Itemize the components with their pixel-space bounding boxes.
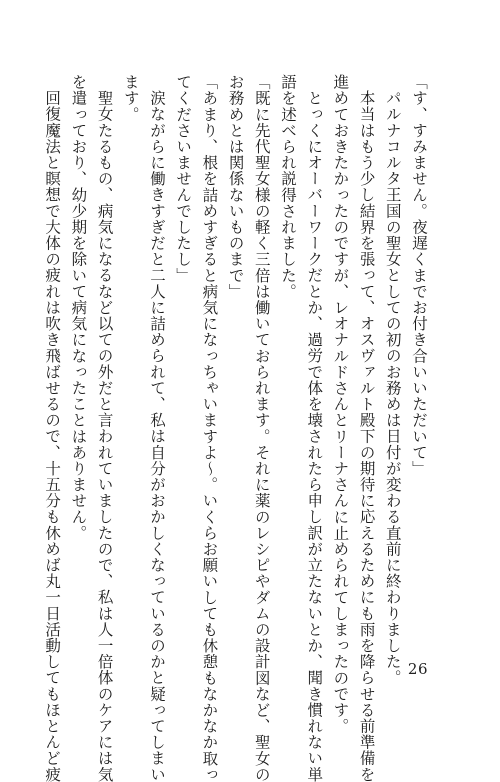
text-line: を遣っており、幼少期を除いて病気になったことはありません。: [69, 74, 88, 541]
text-line: 語を述べられ説得されました。: [278, 74, 297, 300]
text-line: 回復魔法と瞑想で大体の疲れは吹き飛ばせるので、十五分も休めば丸一日活動してもほとんど疲: [43, 89, 62, 782]
text-line: 聖女たるもの、病気になるなど以ての外だと言われていましたので、私は人一倍体のケアには気: [95, 89, 114, 782]
text-line: パルナコルタ王国の聖女としての初のお務めは日付が変わる直前に終わりました。: [383, 89, 402, 686]
text-line: 本当はもう少し結界を張って、オスヴァルト殿下の期待に応えるためにも雨を降らせる前準備を: [357, 89, 376, 782]
page-number: 26: [407, 660, 428, 678]
text-line: 「す、すみません。夜遅くまでお付き合いいただいて」: [410, 74, 428, 477]
text-line: お務めとは関係ないものまで」: [226, 74, 245, 300]
text-line: 「既に先代聖女様の軽く三倍は働いておられます。それに薬のレシピやダムの設計図など、聖女の: [252, 74, 271, 782]
text-line: 涙ながらに働きすぎだと二人に詰められて、私は自分がおかしくなっているのかと疑ってしまい: [147, 89, 166, 782]
text-line: とっくにオーバーワークだとか、過労で体を壊されたら申し訳が立たないとか、聞き慣れない単: [305, 89, 324, 782]
text-line: てくださいませんでしたし」: [174, 74, 193, 284]
text-line: 進めておきたかったのですが、レオナルドさんとリーナさんに止められてしまったのです。: [331, 74, 350, 735]
text-line: ます。: [121, 74, 140, 123]
text-line: 「あまり、根を詰めすぎると病気になっちゃいますよ～。いくらお願いしても休憩もなかなか取っ: [200, 74, 219, 782]
